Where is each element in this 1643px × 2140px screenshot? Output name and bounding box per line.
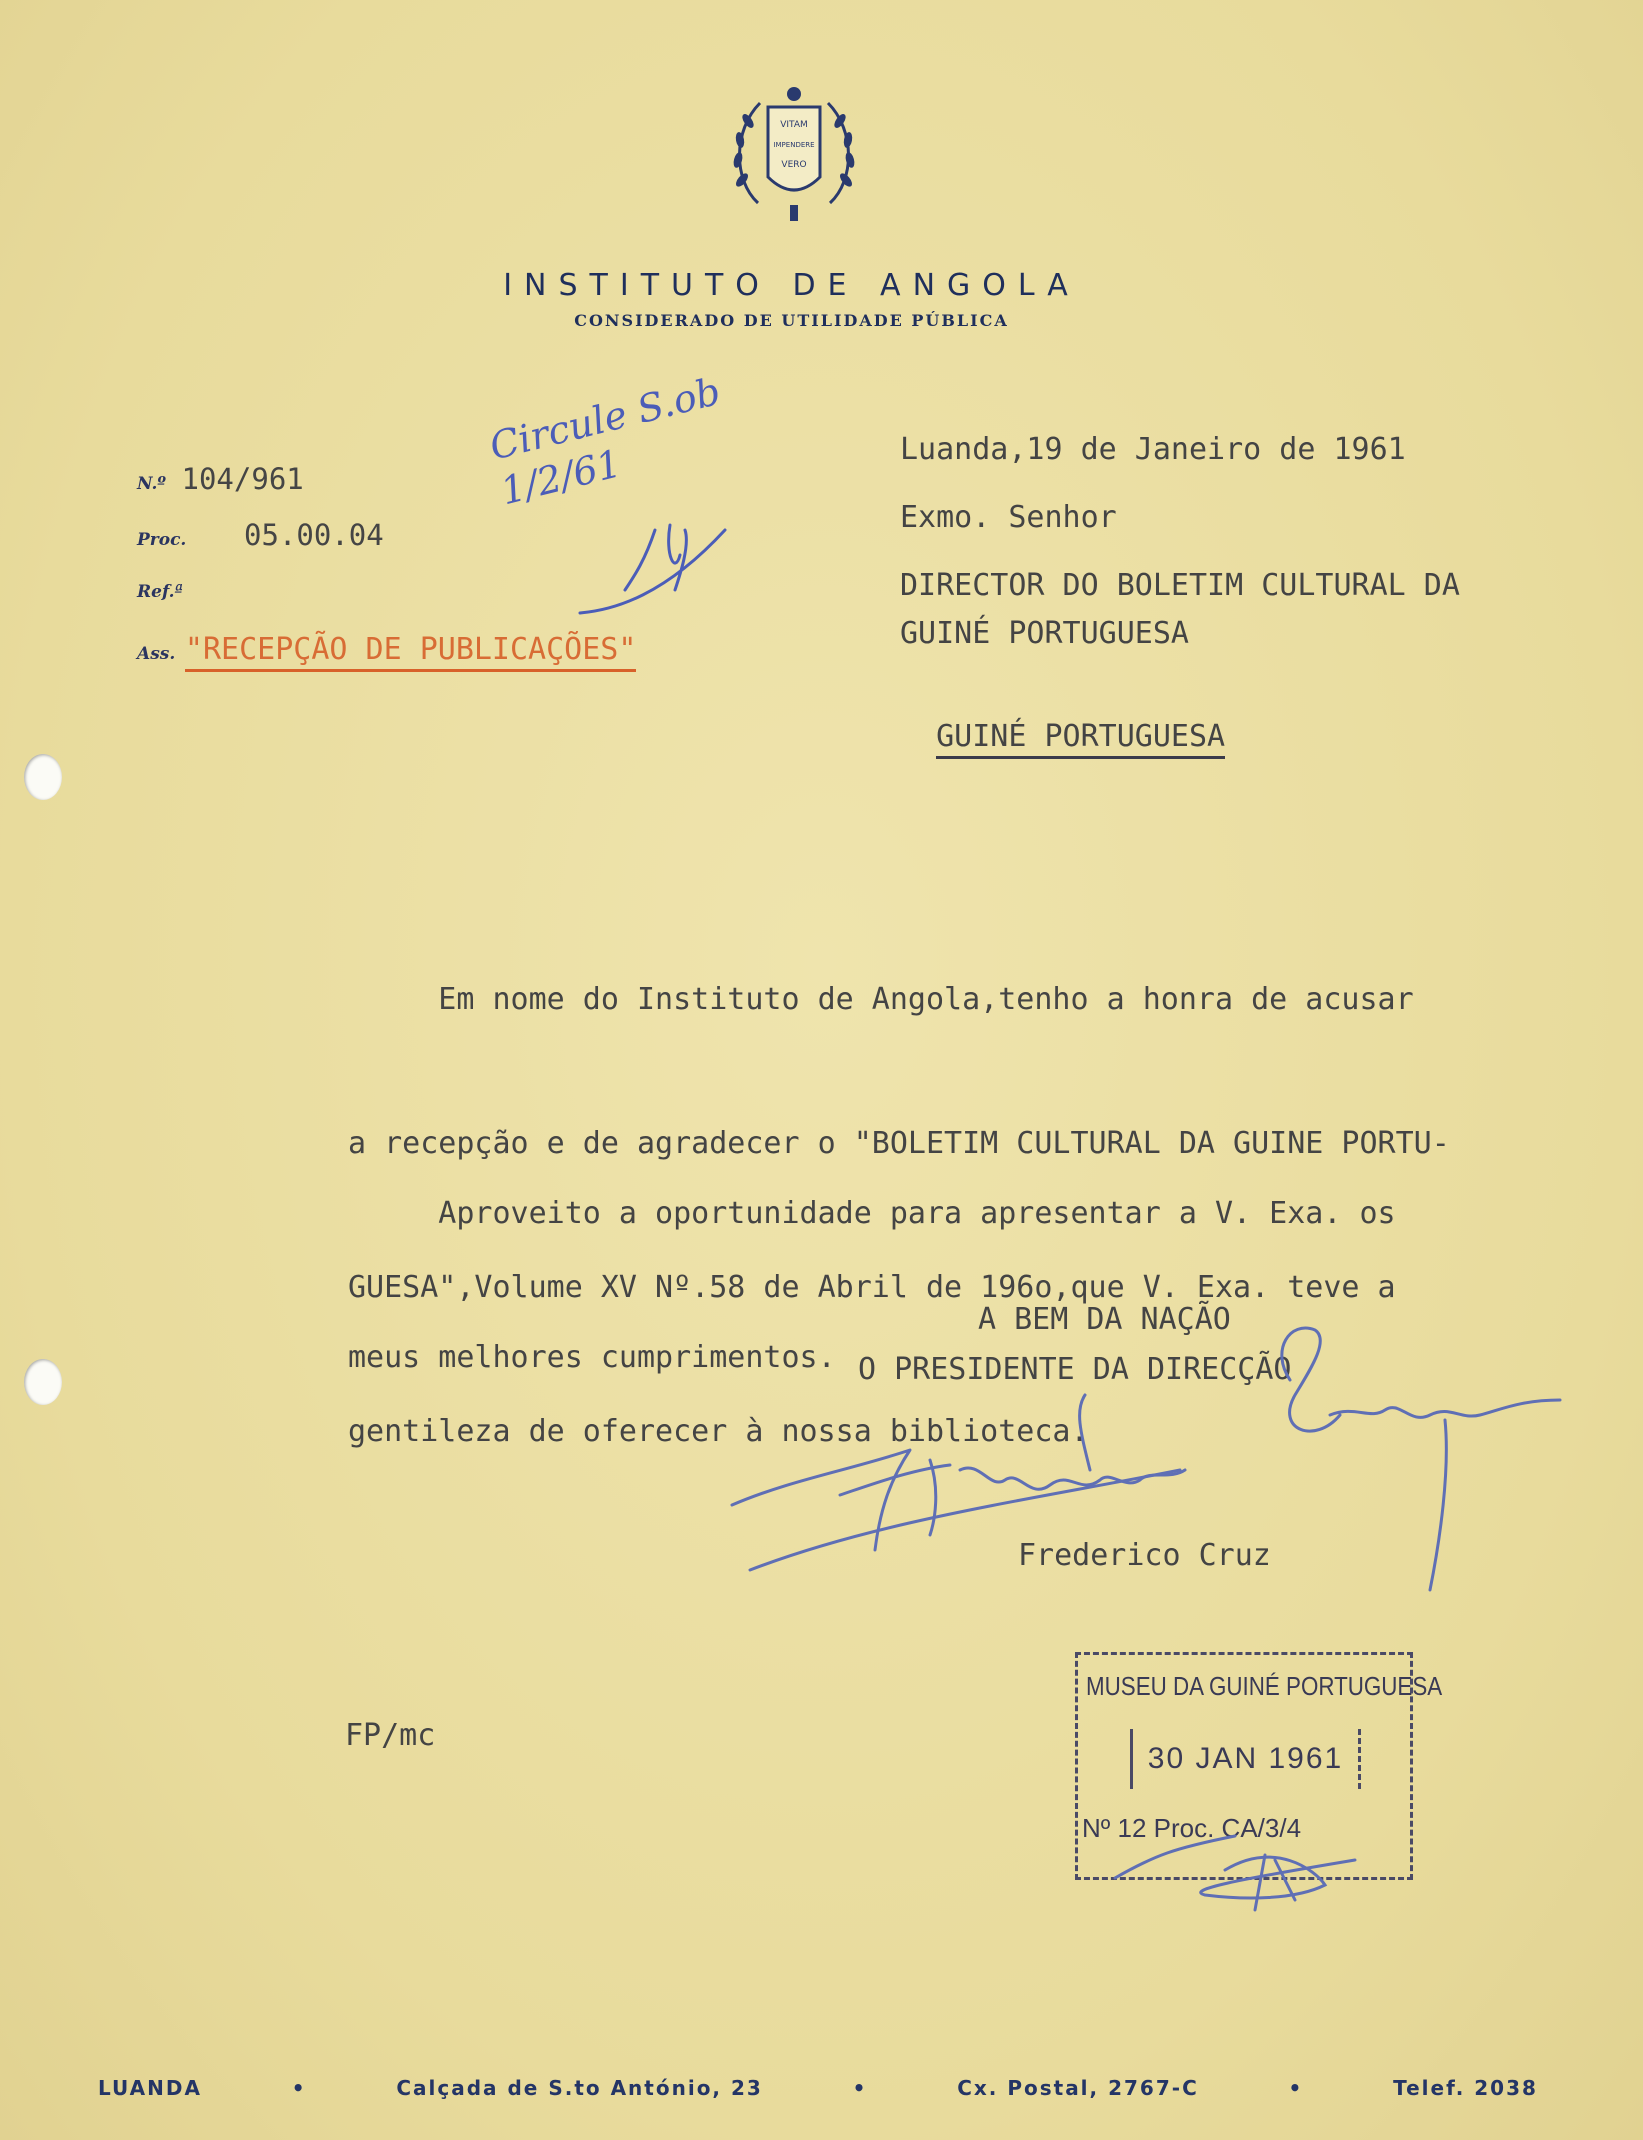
number-label: N.º [137,474,166,494]
body-line: Em nome do Instituto de Angola,tenho a honra de acusar [348,982,1414,1017]
annotation-initials-icon [575,515,735,625]
bullet-icon: • [291,2076,307,2100]
svg-text:VERO: VERO [781,160,807,170]
closing-title: O PRESIDENTE DA DIRECÇÃO [858,1352,1292,1387]
footer-phone: Telef. 2038 [1393,2076,1538,2100]
svg-text:VITAM: VITAM [780,120,808,130]
stamp-title: MUSEU DA GUINÉ PORTUGUESA [1086,1671,1443,1701]
svg-text:IMPENDERE: IMPENDERE [773,141,815,149]
museum-receipt-stamp [1075,1652,1443,1880]
punch-hole-bottom [24,1359,62,1405]
recipient-line-1: DIRECTOR DO BOLETIM CULTURAL DA [900,568,1460,603]
handwritten-annotation: Circule S.ob 1/2/61 [485,368,725,514]
stamp-date: 30 JAN 1961 [1130,1729,1361,1789]
footer-address: Calçada de S.to António, 23 [396,2076,763,2100]
ref-label: Ref.ª [137,582,183,602]
proc-value: 05.00.04 [244,518,384,552]
institution-name: INSTITUTO DE ANGOLA [503,268,1080,303]
bullet-icon: • [852,2076,868,2100]
institute-crest-icon [728,85,860,225]
recipient-location-text: GUINÉ PORTUGUESA [936,719,1225,759]
letterhead-footer [98,2076,1538,2100]
institution-subtitle: CONSIDERADO DE UTILIDADE PÚBLICA [574,311,1009,330]
footer-city: LUANDA [98,2076,202,2100]
recipient-location [900,684,1225,754]
number-value: 104/961 [181,462,304,496]
reference-number [137,462,304,496]
subject-line [137,632,636,667]
signatory-name: Frederico Cruz [1018,1538,1271,1573]
subject-label: Ass. [137,644,176,664]
body-line: meus melhores cumprimentos. [348,1340,836,1375]
body-line: a recepção e de agradecer o "BOLETIM CULTURAL DA GUINE PORTU- [348,1126,1450,1161]
ref-field [137,582,183,602]
salutation: Exmo. Senhor [900,500,1117,535]
recipient-line-2: GUINÉ PORTUGUESA [900,616,1189,651]
typist-initials: FP/mc [345,1718,436,1753]
date-line: Luanda,19 de Janeiro de 1961 [900,432,1406,467]
body-line: GUESA",Volume XV Nº.58 de Abril de 196o,que V. Exa. teve a [348,1270,1396,1305]
subject-value: "RECEPÇÃO DE PUBLICAÇÕES" [185,632,637,672]
stamp-number-line: Nº 12 Proc. CA/3/4 [1082,1813,1302,1843]
body-line: gentileza de oferecer à nossa biblioteca. [348,1414,1089,1449]
footer-postal: Cx. Postal, 2767-C [957,2076,1199,2100]
proc-label: Proc. [137,530,187,550]
bullet-icon: • [1288,2076,1304,2100]
closing-motto: A BEM DA NAÇÃO [978,1302,1231,1337]
body-line: Aproveito a oportunidade para apresentar a V. Exa. os [348,1196,1396,1231]
process-reference [137,518,384,552]
punch-hole-top [24,754,62,800]
